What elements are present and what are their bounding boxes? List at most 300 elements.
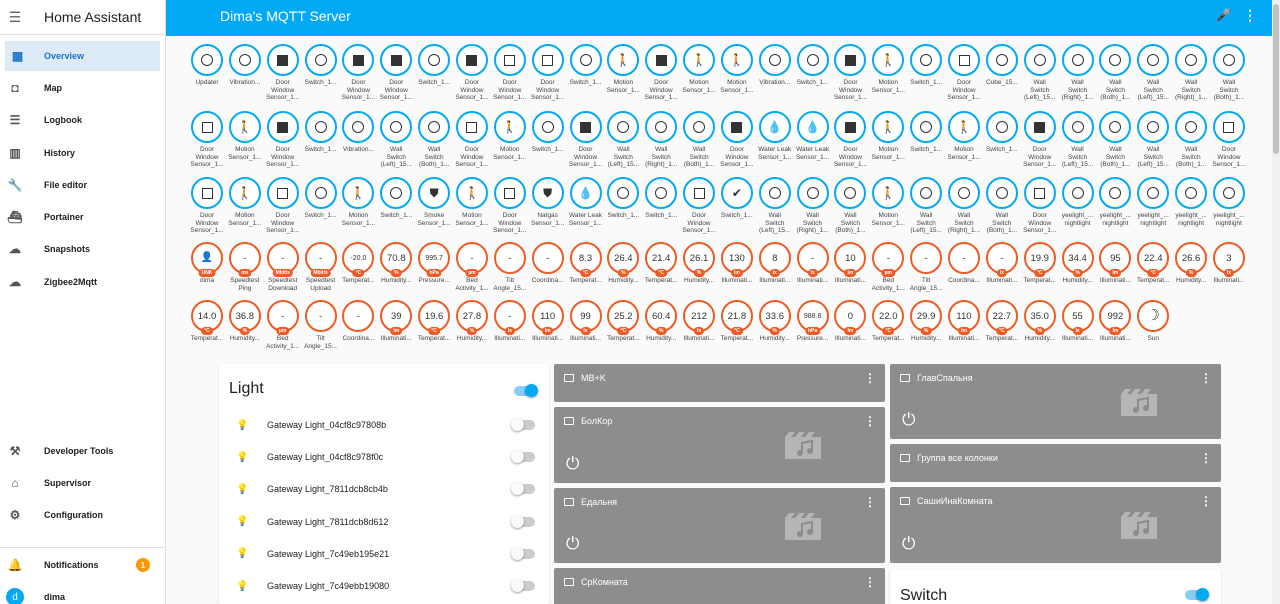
- badge[interactable]: [1096, 44, 1134, 102]
- badge[interactable]: [226, 177, 264, 227]
- badge-circle: [229, 44, 261, 76]
- badge-unit: lm: [542, 327, 554, 335]
- badge[interactable]: [680, 177, 718, 235]
- badge[interactable]: [718, 242, 756, 285]
- badge[interactable]: [794, 242, 832, 285]
- badge[interactable]: [188, 111, 226, 169]
- badge[interactable]: [188, 300, 226, 343]
- badge-label: Door Window Sensor_1...: [1023, 212, 1057, 234]
- badge[interactable]: [491, 242, 529, 292]
- badge[interactable]: [415, 111, 453, 169]
- badge[interactable]: [718, 177, 756, 220]
- badge[interactable]: [491, 177, 529, 235]
- square-icon: [1034, 122, 1045, 133]
- badge[interactable]: [1172, 242, 1210, 285]
- badge[interactable]: [831, 242, 869, 285]
- badge[interactable]: [415, 300, 453, 343]
- badge[interactable]: [188, 44, 226, 87]
- badge[interactable]: [718, 111, 756, 169]
- circle-outline-icon: [1072, 121, 1084, 133]
- square-icon: [277, 55, 288, 66]
- badge-circle: [191, 242, 223, 274]
- badge-label: Humidity...: [1062, 277, 1093, 284]
- badge[interactable]: [831, 111, 869, 169]
- badge-label: Water Leak Sensor_1...: [568, 212, 603, 227]
- badge-circle: [570, 44, 602, 76]
- badge[interactable]: [1134, 111, 1172, 169]
- badge[interactable]: [491, 111, 529, 161]
- badge-unit: %: [1072, 269, 1082, 277]
- more-options-icon[interactable]: ⋮: [864, 575, 876, 589]
- badge[interactable]: [1021, 111, 1059, 169]
- square-icon: [391, 55, 402, 66]
- badge[interactable]: [1096, 242, 1134, 285]
- badge[interactable]: [1134, 300, 1172, 343]
- badge-value: -: [356, 310, 360, 322]
- badge[interactable]: [831, 300, 869, 343]
- badge-label: Wall Switch (Left)_15...: [1061, 146, 1094, 168]
- badge[interactable]: [529, 177, 567, 227]
- badge-label: Motion Sensor_1...: [228, 146, 262, 161]
- badge[interactable]: [756, 111, 794, 161]
- badge[interactable]: [226, 242, 264, 292]
- badge-label: Humidity...: [683, 277, 715, 284]
- badge[interactable]: [794, 111, 832, 161]
- badge-label: Door Window Sensor_1...: [266, 79, 300, 101]
- badge[interactable]: [907, 44, 945, 87]
- badge-value: -: [962, 252, 966, 264]
- badge[interactable]: [983, 111, 1021, 154]
- power-icon[interactable]: ⏻: [566, 534, 580, 553]
- badge[interactable]: [1134, 177, 1172, 227]
- badge-circle: [1137, 300, 1169, 332]
- more-options-icon[interactable]: ⋮: [1200, 451, 1212, 465]
- more-options-icon[interactable]: ⋮: [1200, 371, 1212, 385]
- circle-outline-icon: [315, 187, 327, 199]
- badge[interactable]: [869, 111, 907, 161]
- badge[interactable]: [567, 177, 605, 227]
- badge-label: Switch_1...: [910, 79, 943, 86]
- badge[interactable]: [869, 300, 907, 343]
- badge[interactable]: [339, 111, 377, 154]
- badge[interactable]: [642, 300, 680, 343]
- badge[interactable]: [869, 44, 907, 94]
- light-toggle[interactable]: [513, 517, 535, 527]
- badge[interactable]: [1096, 111, 1134, 169]
- switch-card-toggle[interactable]: [1185, 590, 1207, 600]
- circle-outline-icon: [1109, 54, 1121, 66]
- badge[interactable]: [907, 300, 945, 343]
- badge-circle: [645, 177, 677, 209]
- badge-label: yeelight_... nightlight: [1213, 212, 1245, 227]
- badge[interactable]: [567, 111, 605, 169]
- badge-circle: [721, 300, 753, 332]
- badge[interactable]: [642, 111, 680, 169]
- more-options-icon[interactable]: ⋮: [1200, 494, 1212, 508]
- badge-label: Door Window Sensor_1...: [493, 212, 527, 234]
- badge[interactable]: [453, 242, 491, 292]
- badge[interactable]: [680, 44, 718, 94]
- badge-label: Illuminati...: [797, 277, 829, 284]
- badge[interactable]: [642, 177, 680, 220]
- badge-label: Illuminati...: [1213, 277, 1245, 284]
- badge[interactable]: [794, 177, 832, 235]
- badge[interactable]: [983, 177, 1021, 235]
- badge[interactable]: [529, 111, 567, 154]
- menu-icon[interactable]: ☰: [8, 8, 22, 25]
- badge[interactable]: [869, 177, 907, 227]
- sidebar-item-label: Logbook: [44, 115, 82, 125]
- badge-unit: µm: [276, 327, 289, 335]
- badge[interactable]: [302, 111, 340, 154]
- badge-unit: µm: [465, 269, 478, 277]
- circle-outline-icon: [239, 54, 251, 66]
- badge-value: 10: [845, 252, 856, 264]
- page-scrollbar[interactable]: [1272, 0, 1280, 604]
- light-row: [219, 541, 549, 567]
- badge-label: Door Window Sensor_1...: [190, 146, 224, 168]
- light-toggle[interactable]: [513, 549, 535, 559]
- badge[interactable]: [680, 242, 718, 285]
- badge[interactable]: [945, 44, 983, 102]
- badge[interactable]: [1021, 242, 1059, 285]
- more-options-icon[interactable]: ⋮: [864, 414, 876, 428]
- square-outline-icon: [542, 55, 553, 66]
- badge[interactable]: [1210, 111, 1248, 169]
- badge[interactable]: [983, 44, 1021, 87]
- light-toggle[interactable]: [513, 420, 535, 430]
- badge[interactable]: [339, 44, 377, 102]
- badge-value: 992: [1107, 310, 1124, 322]
- circle-outline-icon: [1147, 187, 1159, 199]
- badge[interactable]: [264, 177, 302, 235]
- badge[interactable]: [302, 177, 340, 220]
- badge-circle: [797, 111, 829, 143]
- badge-label: Illuminati...: [569, 335, 602, 342]
- badge[interactable]: [491, 44, 529, 102]
- badge-unit: °C: [996, 327, 1008, 335]
- badge[interactable]: [264, 242, 302, 292]
- media-player-name: СрКомната: [581, 577, 628, 587]
- badge-value: 21.8: [727, 310, 747, 322]
- badge[interactable]: [567, 44, 605, 87]
- badge[interactable]: [339, 177, 377, 227]
- badge[interactable]: [377, 300, 415, 343]
- badge[interactable]: [1059, 44, 1097, 102]
- badge-circle: [834, 242, 866, 274]
- badge[interactable]: [794, 300, 832, 343]
- more-options-icon[interactable]: ⋮: [864, 495, 876, 509]
- badge-circle: [1175, 111, 1207, 143]
- badge[interactable]: [1021, 177, 1059, 235]
- badge[interactable]: [377, 111, 415, 169]
- badge[interactable]: [491, 300, 529, 343]
- circle-outline-icon: [920, 54, 932, 66]
- badge-value: -: [1000, 252, 1004, 264]
- badge-label: Door Window Sensor_1...: [190, 212, 224, 234]
- badge[interactable]: [529, 44, 567, 102]
- badge[interactable]: [377, 44, 415, 102]
- badge[interactable]: [945, 111, 983, 161]
- circle-outline-icon: [1147, 54, 1159, 66]
- badge-unit: µm: [882, 269, 895, 277]
- badge[interactable]: [983, 242, 1021, 285]
- badge[interactable]: [831, 177, 869, 235]
- badge[interactable]: [756, 44, 794, 87]
- badge[interactable]: [718, 300, 756, 343]
- badge[interactable]: [1172, 177, 1210, 227]
- badge-unit: lm: [958, 327, 970, 335]
- badge[interactable]: [264, 44, 302, 102]
- badge[interactable]: [453, 300, 491, 343]
- badge[interactable]: [1210, 177, 1248, 227]
- badge[interactable]: [983, 300, 1021, 343]
- badge[interactable]: [945, 177, 983, 235]
- badge[interactable]: [604, 177, 642, 220]
- badge-label: Temperat...: [872, 335, 905, 342]
- badge-label: yeelight_... nightlight: [1175, 212, 1207, 227]
- badge[interactable]: [604, 44, 642, 94]
- badge-label: Humidity...: [229, 335, 260, 342]
- badge[interactable]: [756, 242, 794, 285]
- badge[interactable]: [642, 44, 680, 102]
- circle-outline-icon: [807, 187, 819, 199]
- light-toggle[interactable]: [513, 452, 535, 462]
- sidebar-item-label: Notifications: [44, 560, 99, 570]
- badge-label: Coordina...: [531, 277, 564, 284]
- badge[interactable]: [264, 300, 302, 350]
- light-toggle[interactable]: [513, 484, 535, 494]
- circle-outline-icon: [1185, 121, 1197, 133]
- light-toggle[interactable]: [513, 581, 535, 591]
- badge-label: Cube_15...: [985, 79, 1018, 86]
- badge-circle: [1137, 242, 1169, 274]
- badge-unit: lx: [997, 269, 1007, 277]
- badge-value: 8: [772, 252, 778, 264]
- badge[interactable]: [1059, 300, 1097, 343]
- sidebar-item-supervisor[interactable]: [0, 468, 166, 498]
- badge-label: Wall Switch (Left)_15...: [759, 212, 791, 234]
- badge[interactable]: [642, 242, 680, 285]
- badge-label: Switch_1...: [910, 146, 943, 153]
- badge[interactable]: [756, 300, 794, 343]
- badge[interactable]: [869, 242, 907, 292]
- badge-label: Door Window Sensor_1...: [493, 79, 527, 101]
- badge-value: -: [470, 252, 474, 264]
- badge[interactable]: [756, 177, 794, 235]
- wrench-icon: 🔧: [7, 178, 23, 192]
- badge[interactable]: [453, 44, 491, 102]
- badge-value: 0: [847, 310, 854, 322]
- badge-circle: [834, 300, 866, 332]
- badge[interactable]: [945, 242, 983, 285]
- badge-circle: [607, 111, 639, 143]
- badge-circle: [1175, 242, 1207, 274]
- media-player-card: [554, 364, 885, 402]
- badge-circle: [1099, 111, 1131, 143]
- movie-music-icon: [1119, 388, 1159, 418]
- badge[interactable]: [1172, 111, 1210, 169]
- more-options-icon[interactable]: ⋮: [864, 371, 876, 385]
- format-list-icon: ☰: [9, 113, 21, 127]
- badge[interactable]: [604, 242, 642, 285]
- badge-label: Door Window Sensor_1...: [455, 79, 489, 101]
- badge-circle: [607, 44, 639, 76]
- badge[interactable]: [415, 242, 453, 285]
- water-off-icon: 💧: [578, 186, 593, 200]
- badge-circle: [456, 44, 488, 76]
- badge[interactable]: [302, 44, 340, 87]
- badge-circle: [948, 177, 980, 209]
- badge-unit: Mbit/s: [310, 269, 330, 277]
- square-outline-icon: [504, 188, 515, 199]
- badge[interactable]: [907, 111, 945, 154]
- badge-unit: °C: [882, 327, 894, 335]
- badge[interactable]: [1210, 242, 1248, 285]
- badge[interactable]: [415, 177, 453, 227]
- badge[interactable]: [188, 177, 226, 235]
- badge-unit: %: [1186, 269, 1196, 277]
- badge[interactable]: [1059, 177, 1097, 227]
- square-outline-icon: [466, 122, 477, 133]
- badge[interactable]: [907, 177, 945, 235]
- badge-label: Door Window Sensor_1...: [379, 79, 413, 101]
- circle-outline-icon: [996, 54, 1008, 66]
- badge[interactable]: [226, 300, 264, 343]
- badge[interactable]: [377, 177, 415, 220]
- badge-label: Temperat...: [417, 335, 451, 342]
- badge[interactable]: [604, 300, 642, 343]
- badge[interactable]: [339, 300, 377, 343]
- badge-value: -: [886, 252, 890, 264]
- badge-circle: [872, 300, 904, 332]
- more-options-icon[interactable]: ⋮: [1243, 7, 1257, 23]
- badge-circle: [229, 242, 261, 274]
- badge[interactable]: [302, 300, 340, 350]
- sidebar-item-configuration[interactable]: [0, 500, 166, 530]
- power-icon[interactable]: ⏻: [566, 454, 580, 473]
- badge-circle: [910, 300, 942, 332]
- badge[interactable]: [831, 44, 869, 102]
- badge-circle: [1175, 44, 1207, 76]
- power-icon[interactable]: ⏻: [902, 534, 916, 553]
- badge-circle: [494, 300, 526, 332]
- badge-label: Switch_1...: [531, 146, 564, 153]
- power-icon[interactable]: ⏻: [902, 410, 916, 429]
- badge[interactable]: [1096, 177, 1134, 227]
- badge-label: Illuminati...: [683, 335, 715, 342]
- badge-unit: lx: [808, 269, 818, 277]
- microphone-icon[interactable]: 🎤: [1216, 8, 1231, 22]
- badge-unit: Mbit/s: [272, 269, 292, 277]
- badge-circle: [872, 177, 904, 209]
- badge-circle: [834, 177, 866, 209]
- badge[interactable]: [188, 242, 226, 285]
- circle-outline-icon: [920, 121, 932, 133]
- sidebar-item-notifications[interactable]: [0, 550, 166, 580]
- badge[interactable]: [264, 111, 302, 169]
- badge[interactable]: [226, 111, 264, 161]
- scrollbar-thumb[interactable]: [1273, 4, 1279, 154]
- badge[interactable]: [1134, 44, 1172, 102]
- media-player-name: СашиИнаКомната: [917, 496, 993, 506]
- badge[interactable]: [226, 44, 264, 87]
- badge-circle: [267, 44, 299, 76]
- badge-circle: [683, 44, 715, 76]
- badge[interactable]: [1021, 44, 1059, 102]
- badge[interactable]: [680, 111, 718, 169]
- badge-circle: [570, 177, 602, 209]
- badge-circle: [645, 111, 677, 143]
- circle-outline-icon: [542, 121, 554, 133]
- badge[interactable]: [415, 44, 453, 87]
- badge-circle: [380, 300, 412, 332]
- badge-circle: [570, 111, 602, 143]
- badge[interactable]: [453, 111, 491, 169]
- badge-unit: °C: [1034, 269, 1046, 277]
- badge[interactable]: [680, 300, 718, 343]
- badge-value: 25.2: [614, 310, 633, 322]
- badge[interactable]: [945, 300, 983, 343]
- badge[interactable]: [1134, 242, 1172, 285]
- badge[interactable]: [1172, 44, 1210, 102]
- media-player-name: ГлавСпальня: [917, 373, 973, 383]
- badge[interactable]: [453, 177, 491, 227]
- badge[interactable]: [1096, 300, 1134, 343]
- badge-unit: %: [467, 327, 477, 335]
- badge-value: -: [281, 310, 285, 322]
- sidebar-item-developer-tools[interactable]: [0, 436, 166, 466]
- badge-label: Humidity...: [381, 277, 412, 284]
- badge[interactable]: [1059, 242, 1097, 285]
- badge[interactable]: [529, 242, 567, 285]
- movie-music-icon: [1119, 511, 1159, 541]
- badge-circle: [305, 44, 337, 76]
- badge[interactable]: [567, 242, 605, 285]
- badge[interactable]: [377, 242, 415, 285]
- badge-label: Motion Sensor_1...: [871, 79, 905, 94]
- light-name: Gateway Light_7c49ebb19080: [267, 581, 390, 591]
- lightbulb-icon: 💡: [236, 580, 249, 592]
- light-row: [219, 573, 549, 599]
- sidebar-item-user[interactable]: [0, 582, 166, 604]
- badge[interactable]: [1059, 111, 1097, 169]
- badge[interactable]: [302, 242, 340, 292]
- badge-circle: [797, 177, 829, 209]
- badge-circle: [532, 111, 564, 143]
- badge-label: Natgas Sensor_1...: [531, 212, 565, 227]
- badge[interactable]: [794, 44, 832, 87]
- badge-label: Bed Activity_1...: [455, 277, 489, 292]
- badge-unit: %: [391, 269, 401, 277]
- badge[interactable]: [907, 242, 945, 292]
- badge[interactable]: [1021, 300, 1059, 343]
- badge-label: dima: [199, 277, 215, 284]
- badge[interactable]: [604, 111, 642, 169]
- badge-value: -: [508, 310, 512, 322]
- badge[interactable]: [1210, 44, 1248, 102]
- badge-value: -: [281, 252, 285, 264]
- badge-value: 130: [728, 252, 745, 264]
- badge[interactable]: [529, 300, 567, 343]
- circle-outline-icon: [769, 187, 781, 199]
- badge-label: Temperat...: [342, 277, 375, 284]
- badge[interactable]: [567, 300, 605, 343]
- badge[interactable]: [718, 44, 756, 94]
- light-card-toggle[interactable]: [514, 386, 536, 396]
- badge[interactable]: [339, 242, 377, 285]
- light-name: Gateway Light_04cf8c97808b: [267, 420, 387, 430]
